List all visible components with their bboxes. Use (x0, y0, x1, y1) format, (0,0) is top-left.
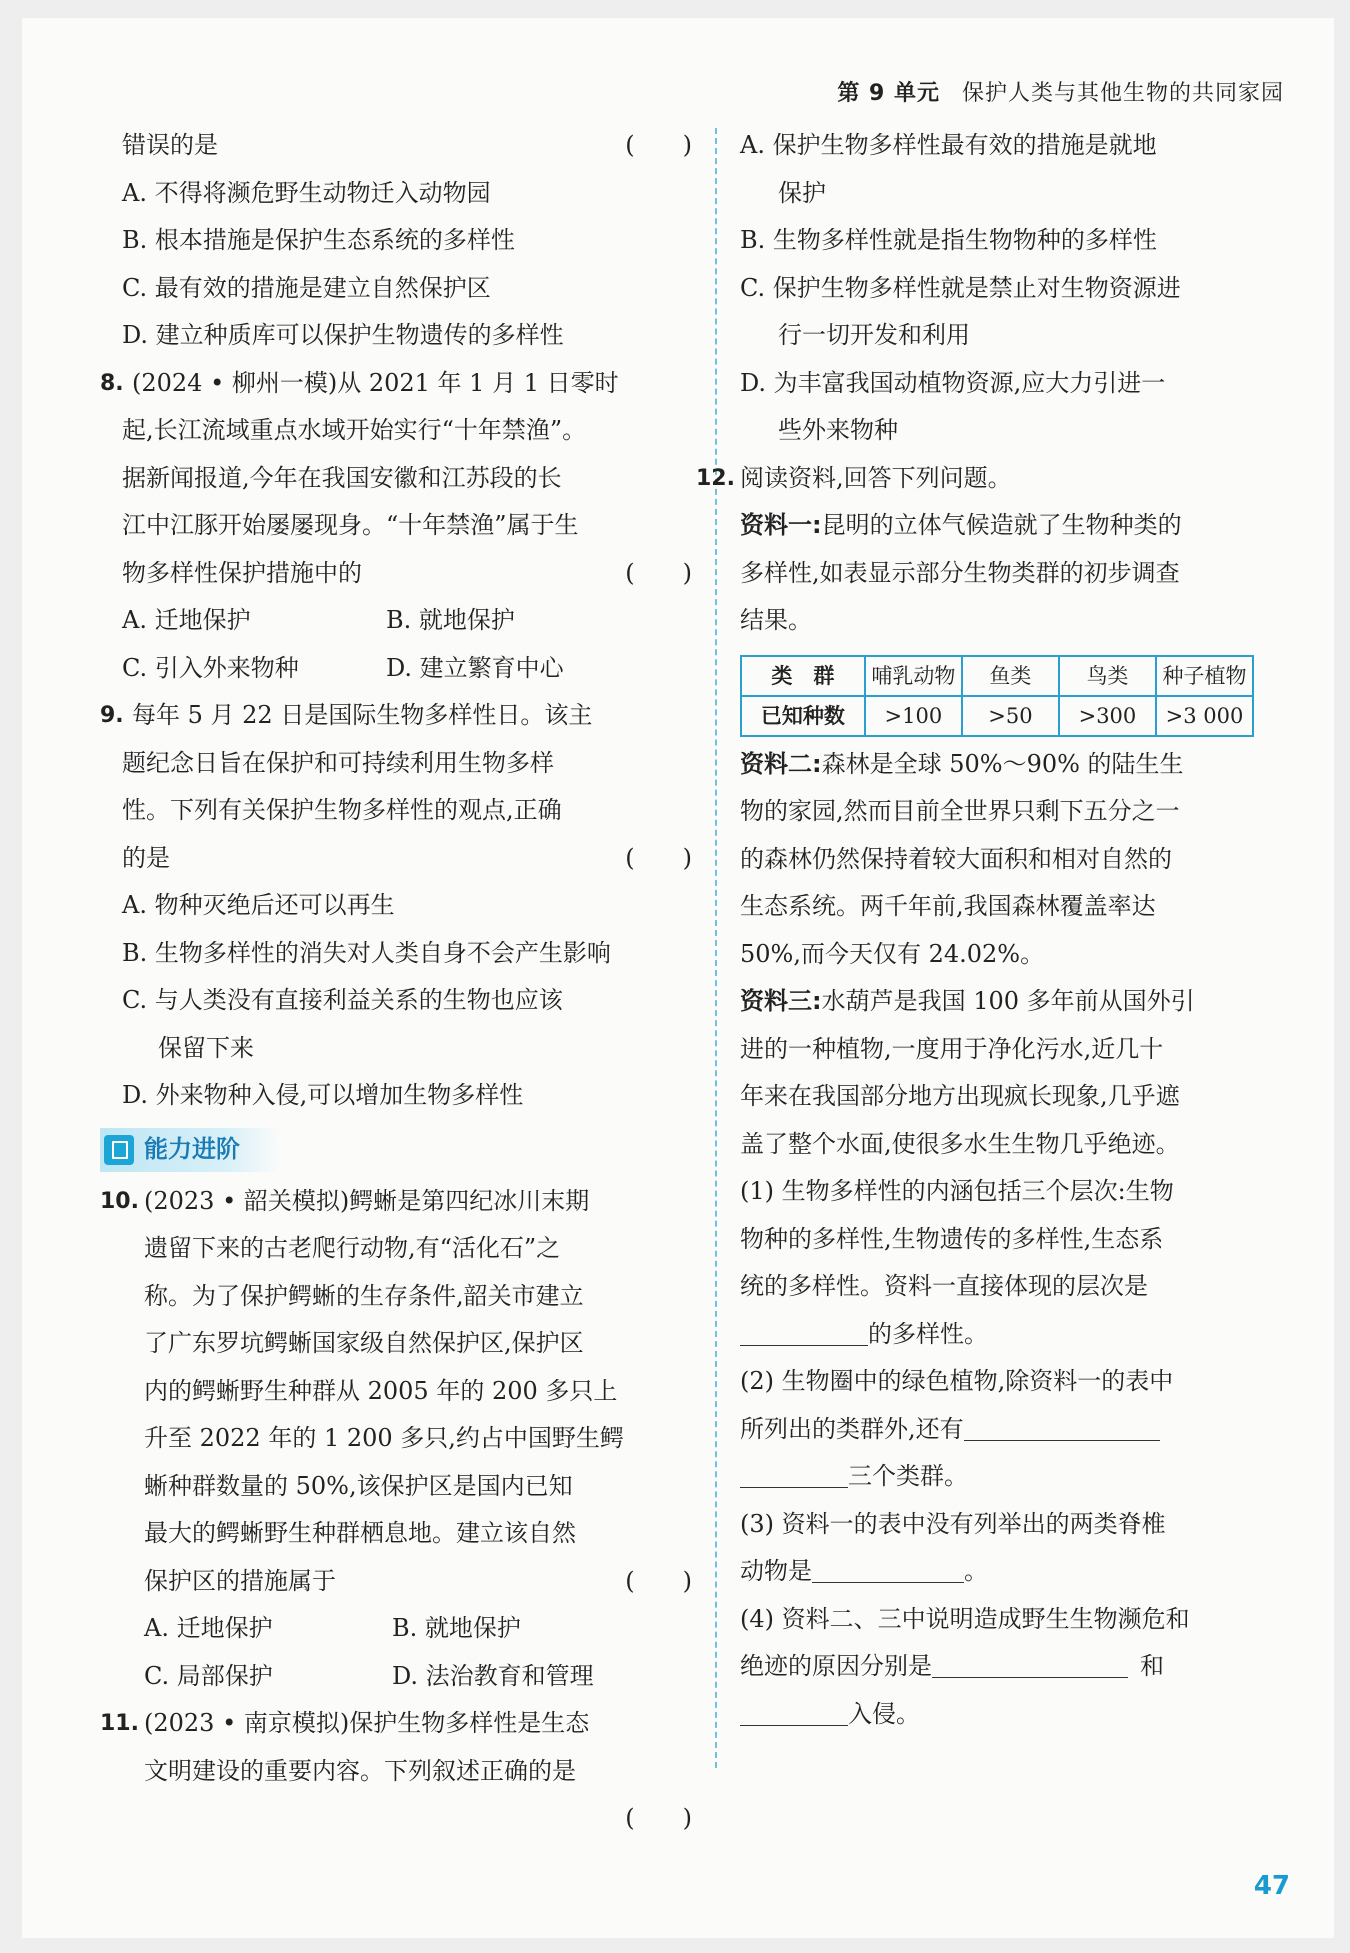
material-2-line: 物的家园,然而目前全世界只剩下五分之一 (740, 797, 1180, 825)
sub-question-1-line: 统的多样性。资料一直接体现的层次是 (740, 1272, 1148, 1300)
q10-line: (2023 • 韶关模拟)鳄蜥是第四纪冰川末期 (144, 1186, 590, 1215)
q8-line: 据新闻报道,今年在我国安徽和江苏段的长 (122, 463, 562, 492)
material-2-line: 森林是全球 50%～90% 的陆生生 (821, 749, 1184, 778)
table-cell: >3 000 (1156, 696, 1253, 736)
options-row (122, 645, 700, 693)
q11-option-c-continued[interactable]: 行一切开发和利用 (778, 321, 970, 349)
sub-question-3-tail: 。 (964, 1557, 988, 1585)
q10-line: 蜥种群数量的 50%,该保护区是国内已知 (144, 1471, 573, 1500)
question-7-continued (122, 122, 700, 360)
option-a[interactable]: A. 迁地保护 (144, 1614, 273, 1642)
q10-line: 升至 2022 年的 1 200 多只,约占中国野生鳄 (144, 1424, 624, 1452)
sub-question-4-answer-line (740, 1691, 1314, 1739)
q8-line (122, 550, 700, 598)
q11-line: (2023 • 南京模拟)保护生物多样性是生态 (144, 1709, 590, 1737)
material-2-label: 资料二: (740, 749, 822, 778)
answer-blank[interactable] (964, 1410, 1160, 1441)
material-2-line: 生态系统。两千年前,我国森林覆盖率达 (740, 892, 1156, 920)
q10-line: 了广东罗坑鳄蜥国家级自然保护区,保护区 (144, 1329, 584, 1357)
sub-question-2-tail: 三个类群。 (848, 1462, 968, 1490)
question-number: 11. (100, 1711, 139, 1736)
question-number: 12. (696, 465, 735, 491)
q11-line: 文明建设的重要内容。下列叙述正确的是 (144, 1756, 576, 1785)
answer-bracket[interactable]: ( ) (625, 558, 692, 587)
q7-stem (122, 122, 700, 170)
options-row (144, 1653, 700, 1701)
q10-line: 称。为了保护鳄蜥的生存条件,韶关市建立 (144, 1281, 584, 1310)
sub-question-2: (2) 生物圈中的绿色植物,除资料一的表中 (740, 1367, 1174, 1395)
q11-option-d[interactable]: D. 为丰富我国动植物资源,应大力引进一 (740, 368, 1166, 397)
question-12 (696, 455, 1314, 1739)
option-b[interactable]: B. 生物多样性的消失对人类自身不会产生影响 (122, 938, 611, 967)
survey-table (740, 655, 1254, 737)
option-b[interactable]: B. 根本措施是保护生态系统的多样性 (122, 226, 515, 254)
question-number: 8. (100, 370, 124, 396)
sub-question-3-text: 动物是 (740, 1557, 812, 1585)
option-c[interactable]: C. 局部保护 (144, 1661, 273, 1690)
table-cell: >300 (1059, 696, 1156, 736)
answer-bracket[interactable]: ( ) (625, 843, 692, 872)
section-heading-text: 能力进阶 (144, 1134, 240, 1163)
table-header-cell: 类 群 (741, 656, 865, 696)
q8-line: 江中江豚开始屡屡现身。“十年禁渔”属于生 (122, 511, 579, 539)
material-3-line: 盖了整个水面,使很多水生生物几乎绝迹。 (740, 1129, 1180, 1158)
option-c[interactable]: C. 与人类没有直接利益关系的生物也应该 (122, 986, 563, 1014)
sub-question-2-line (740, 1406, 1314, 1454)
right-column (696, 122, 1314, 1738)
q10-line: 遗留下来的古老爬行动物,有“活化石”之 (144, 1234, 561, 1262)
option-d[interactable]: D. 法治教育和管理 (392, 1661, 594, 1690)
option-a[interactable]: A. 物种灭绝后还可以再生 (122, 891, 395, 919)
table-cell: 鱼类 (962, 656, 1059, 696)
material-1-line: 多样性,如表显示部分生物类群的初步调查 (740, 558, 1180, 587)
q9-line: 每年 5 月 22 日是国际生物多样性日。该主 (132, 701, 593, 729)
q9-line: 题纪念日旨在保护和可持续利用生物多样 (122, 748, 554, 777)
material-2-line: 的森林仍然保持着较大面积和相对自然的 (740, 844, 1172, 873)
answer-bracket[interactable]: ( ) (625, 131, 692, 159)
material-1-label: 资料一: (740, 511, 822, 539)
material-3-line: 水葫芦是我国 100 多年前从国外引 (821, 987, 1195, 1015)
unit-title: 保护人类与其他生物的共同家园 (961, 81, 1284, 106)
material-1-line: 结果。 (740, 606, 812, 634)
answer-bracket[interactable]: ( ) (625, 1804, 692, 1832)
page-number: 47 (1253, 1871, 1290, 1901)
material-3-line: 进的一种植物,一度用于净化污水,近几十 (740, 1034, 1164, 1063)
answer-bracket[interactable]: ( ) (625, 1566, 692, 1595)
material-1-line: 昆明的立体气候造就了生物种类的 (821, 511, 1182, 539)
option-c[interactable]: C. 引入外来物种 (122, 653, 299, 682)
option-d[interactable]: D. 外来物种入侵,可以增加生物多样性 (122, 1081, 524, 1109)
table-cell: >100 (865, 696, 962, 736)
page (22, 18, 1334, 1938)
table-row (741, 656, 1253, 696)
sub-question-4-tail: 入侵。 (848, 1699, 920, 1728)
answer-blank[interactable] (932, 1647, 1128, 1678)
q8-line-text: 物多样性保护措施中的 (122, 558, 362, 587)
answer-blank[interactable] (812, 1552, 964, 1583)
q11-option-b[interactable]: B. 生物多样性就是指生物物种的多样性 (740, 226, 1157, 254)
material-1 (740, 502, 1314, 550)
section-heading (100, 1128, 280, 1172)
q11-option-c[interactable]: C. 保护生物多样性就是禁止对生物资源进 (740, 273, 1181, 302)
options-row (122, 597, 700, 645)
running-header (837, 76, 1284, 107)
sub-question-3-line (740, 1548, 1314, 1596)
table-cell: 鸟类 (1059, 656, 1156, 696)
unit-label: 第 9 单元 (837, 81, 940, 106)
material-2 (740, 741, 1314, 789)
q9-line: 性。下列有关保护生物多样性的观点,正确 (122, 796, 562, 824)
question-number: 9. (100, 703, 124, 728)
sub-question-1-answer-line (740, 1311, 1314, 1359)
question-number: 10. (100, 1188, 139, 1214)
table-cell: 种子植物 (1156, 656, 1253, 696)
q11-option-d-continued[interactable]: 些外来物种 (778, 416, 898, 444)
q8-line: (2024 • 柳州一模)从 2021 年 1 月 1 日零时 (132, 368, 619, 397)
q11-option-a-continued[interactable]: 保护 (778, 178, 826, 207)
sub-question-1: (1) 生物多样性的内涵包括三个层次:生物 (740, 1177, 1174, 1205)
q9-line (122, 835, 700, 883)
sub-question-4-and: 和 (1140, 1652, 1164, 1680)
edit-icon (104, 1135, 134, 1165)
option-c-continued[interactable]: 保留下来 (158, 1033, 254, 1062)
left-column (100, 122, 700, 1843)
material-3-label: 资料三: (740, 987, 822, 1015)
q10-line: 最大的鳄蜥野生种群栖息地。建立该自然 (144, 1519, 576, 1547)
option-d[interactable]: D. 建立种质库可以保护生物遗传的多样性 (122, 321, 564, 349)
sub-question-1-tail: 的多样性。 (868, 1319, 988, 1348)
table-row (741, 696, 1253, 736)
table-cell: >50 (962, 696, 1059, 736)
q10-line-text: 保护区的措施属于 (144, 1566, 336, 1595)
answer-blank[interactable] (740, 1457, 848, 1488)
option-c[interactable]: C. 最有效的措施是建立自然保护区 (122, 273, 491, 302)
options-row (144, 1605, 700, 1653)
question-11 (100, 1700, 700, 1832)
material-2-line: 50%,而今天仅有 24.02%。 (740, 939, 1045, 968)
option-b[interactable]: B. 就地保护 (386, 606, 515, 634)
q12-stem: 阅读资料,回答下列问题。 (740, 463, 1012, 492)
q10-line (144, 1558, 700, 1606)
table-cell: 哺乳动物 (865, 656, 962, 696)
sub-question-4-line (740, 1643, 1314, 1691)
sub-question-2-text: 所列出的类群外,还有 (740, 1414, 964, 1443)
sub-question-3: (3) 资料一的表中没有列举出的两类脊椎 (740, 1509, 1166, 1538)
material-3 (740, 978, 1314, 1026)
q9-line-text: 的是 (122, 843, 170, 872)
question-8 (100, 360, 700, 693)
q8-line: 起,长江流域重点水域开始实行“十年禁渔”。 (122, 416, 587, 444)
option-a[interactable]: A. 不得将濒危野生动物迁入动物园 (122, 178, 491, 207)
sub-question-2-answer-line (740, 1453, 1314, 1501)
option-a[interactable]: A. 迁地保护 (122, 606, 251, 634)
sub-question-1-line: 物种的多样性,生物遗传的多样性,生态系 (740, 1224, 1164, 1253)
option-b[interactable]: B. 就地保护 (392, 1614, 521, 1642)
material-3-line: 年来在我国部分地方出现疯长现象,几乎遮 (740, 1082, 1180, 1110)
q7-stem-text: 错误的是 (122, 131, 218, 159)
question-10 (100, 1178, 700, 1701)
q11-option-a[interactable]: A. 保护生物多样性最有效的措施是就地 (740, 131, 1157, 159)
answer-blank[interactable] (740, 1695, 848, 1726)
question-9 (100, 692, 700, 1120)
answer-blank[interactable] (740, 1315, 868, 1346)
sub-question-4-text: 绝迹的原因分别是 (740, 1652, 932, 1680)
sub-question-4: (4) 资料二、三中说明造成野生生物濒危和 (740, 1604, 1190, 1633)
table-header-cell: 已知种数 (741, 696, 865, 736)
q10-line: 内的鳄蜥野生种群从 2005 年的 200 多只上 (144, 1376, 618, 1405)
option-d[interactable]: D. 建立繁育中心 (386, 653, 564, 682)
